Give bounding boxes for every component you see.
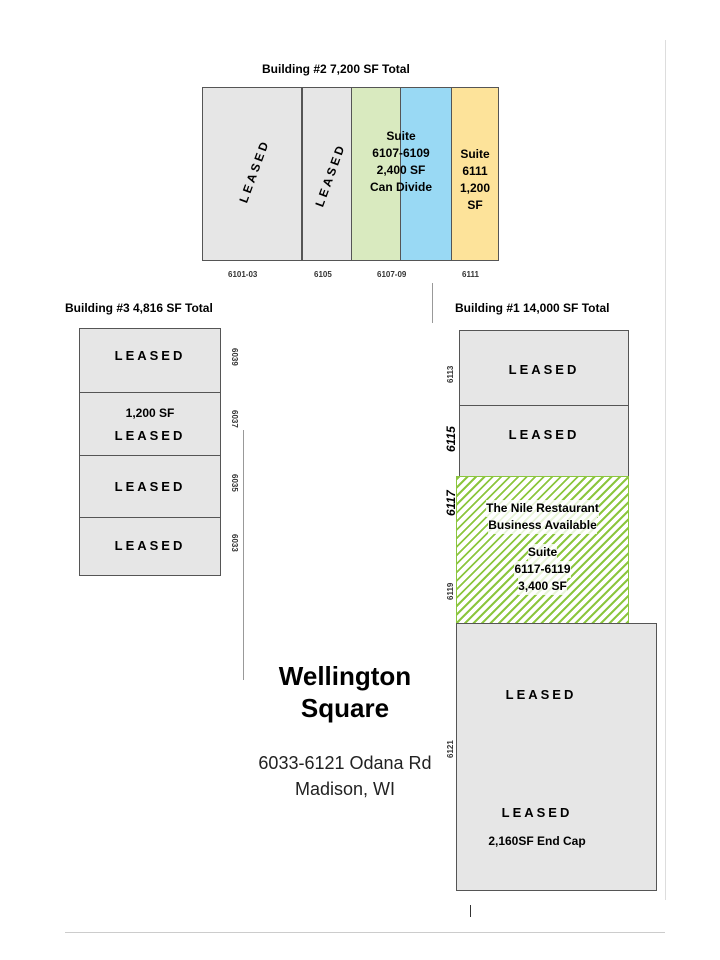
suite-a-line2: 6107-6109	[372, 146, 430, 160]
suite-a-line1: Suite	[386, 129, 416, 143]
nile-line5: 3,400 SF	[518, 579, 567, 593]
nile-line2: Business Available	[488, 518, 597, 532]
building1-unit-6113	[459, 330, 629, 406]
building1-unit-6115	[459, 405, 629, 477]
property-title-line2: Square	[300, 693, 390, 723]
suite-a-line3: 2,400 SF	[376, 163, 426, 177]
building2-suite-a-text	[355, 128, 447, 196]
building3-unit-6033	[79, 517, 221, 576]
building3-unit-6039	[79, 328, 221, 393]
site-line	[665, 40, 666, 900]
building3-unit-6035	[79, 455, 221, 518]
building1-nile-restaurant	[456, 476, 629, 624]
property-address-line1: 6033-6121 Odana Rd	[258, 753, 432, 773]
building1-hand-addr-6115: 6115	[444, 426, 458, 452]
building3-addr-6035: 6035	[230, 474, 239, 492]
nile-line1: The Nile Restaurant	[486, 501, 599, 515]
suite-b-line3: 1,200	[459, 181, 491, 195]
building1-hand-addr-6117: 6117	[444, 490, 458, 516]
property-title-line1: Wellington	[278, 661, 412, 691]
property-address	[245, 750, 445, 802]
nile-line4: 6117-6119	[514, 562, 571, 576]
building3-addr-6033: 6033	[230, 534, 239, 552]
building3-unit-6037	[79, 392, 221, 456]
building2-addr-6111: 6111	[462, 270, 479, 279]
nile-text	[457, 500, 628, 595]
building2-suite-b-text	[452, 146, 498, 214]
building3-unit-6039-label: LEASED	[114, 348, 186, 363]
building2-addr-6101: 6101-03	[228, 270, 258, 279]
building2-unit-6105-label: LEASED	[312, 141, 349, 209]
building2-unit-6101-label: LEASED	[236, 137, 273, 205]
building3-unit-6035-label: LEASED	[114, 479, 186, 494]
building3-unit-6033-label: LEASED	[114, 538, 186, 553]
building1-addr-6119: 6119	[446, 582, 455, 600]
endcap-label: LEASED	[501, 805, 573, 820]
building3-unit-6037-label: LEASED	[114, 428, 186, 443]
site-line	[432, 283, 433, 323]
building2-unit-6101	[202, 87, 302, 261]
building1-endcap	[457, 793, 617, 873]
suite-b-line2: 6111	[462, 164, 488, 178]
property-address-line2: Madison, WI	[294, 779, 396, 799]
endcap-sub: 2,160SF End Cap	[488, 834, 586, 848]
suite-b-line1: Suite	[460, 147, 490, 161]
building3-unit-6037-sub: 1,200 SF	[125, 406, 175, 420]
building2-addr-6105: 6105	[314, 270, 332, 279]
building2-addr-6107: 6107-09	[377, 270, 407, 279]
nile-line3: Suite	[527, 545, 558, 559]
suite-b-line4: SF	[467, 198, 483, 212]
building1-unit-6115-label: LEASED	[508, 427, 580, 442]
suite-a-line4: Can Divide	[369, 180, 432, 194]
site-line	[470, 905, 471, 917]
property-title	[255, 660, 435, 724]
building1-addr-6113: 6113	[446, 365, 455, 383]
building2-title: Building #2 7,200 SF Total	[262, 62, 410, 76]
building1-unit-6121-label: LEASED	[505, 687, 577, 702]
building3-addr-6037: 6037	[230, 410, 239, 428]
building1-unit-6113-label: LEASED	[508, 362, 580, 377]
building1-title: Building #1 14,000 SF Total	[455, 301, 610, 315]
site-line	[65, 932, 665, 933]
building2-suite-6111	[451, 87, 499, 261]
building2-unit-6105	[302, 87, 352, 261]
site-line	[243, 430, 244, 680]
building3-addr-6039: 6039	[230, 348, 239, 366]
building3-title: Building #3 4,816 SF Total	[65, 301, 213, 315]
building1-addr-6121: 6121	[446, 740, 455, 758]
